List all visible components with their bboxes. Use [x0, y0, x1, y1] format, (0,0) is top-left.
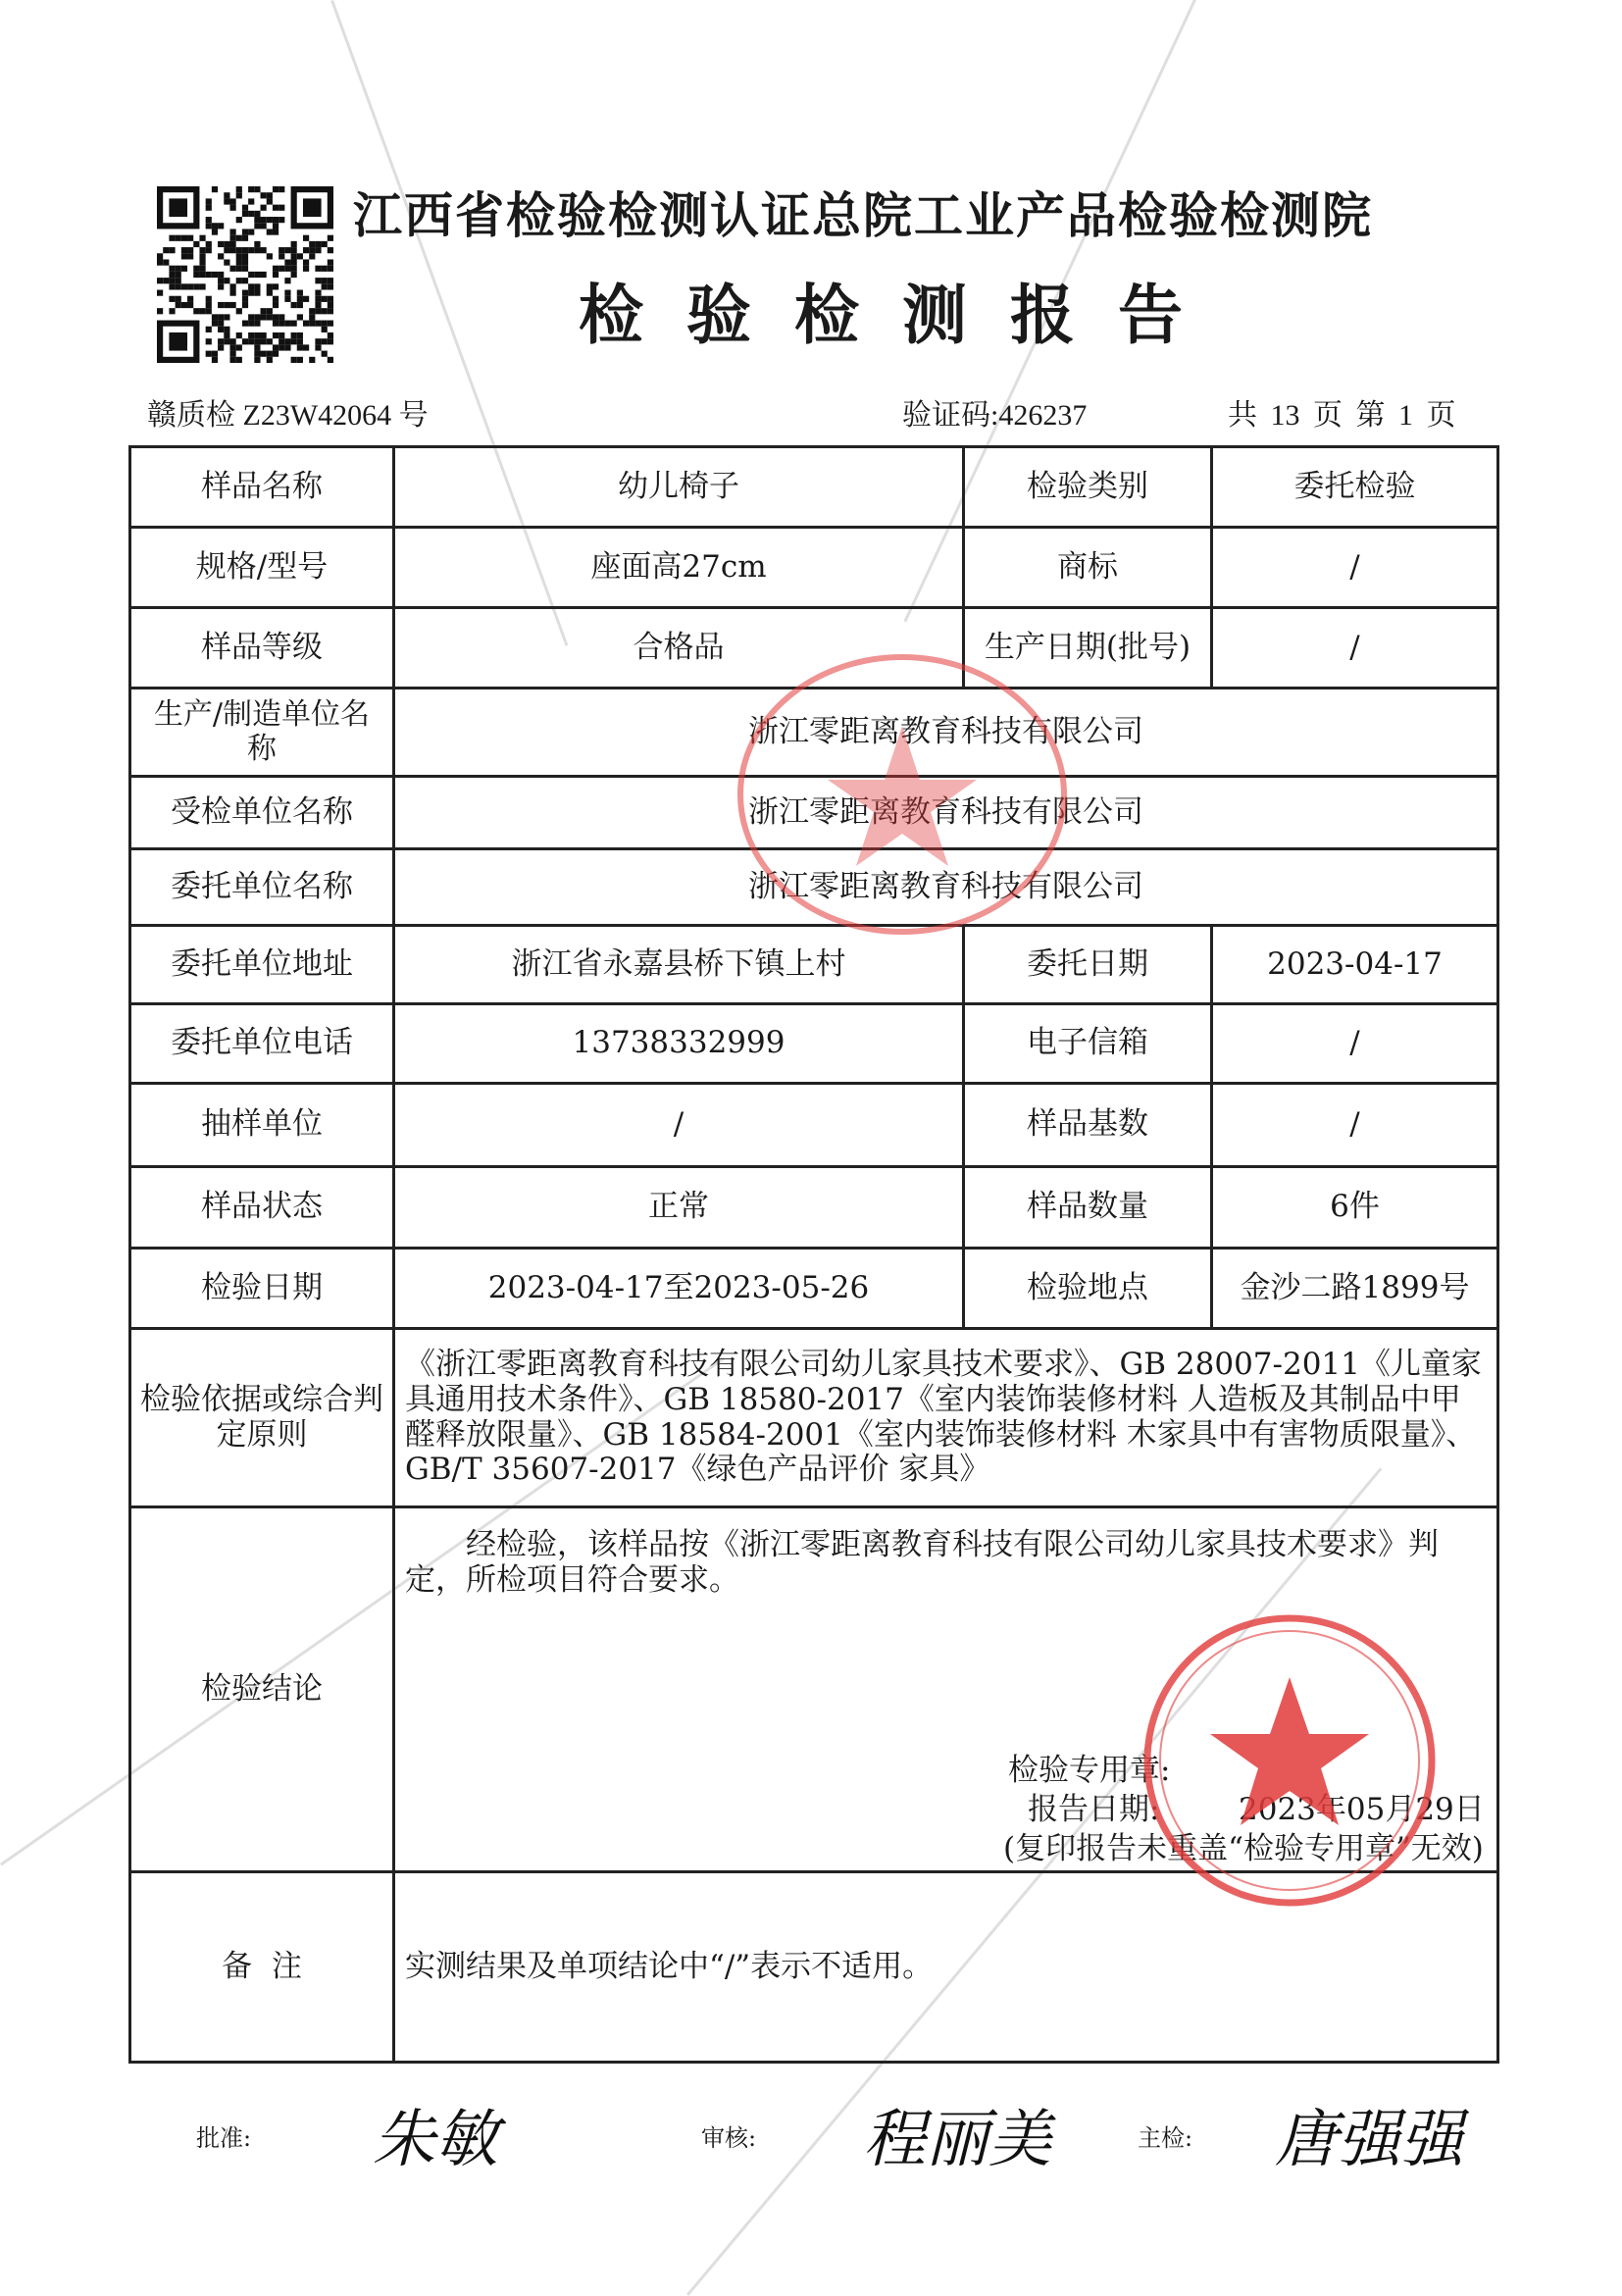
- table-row: [130, 447, 1498, 528]
- conclusion-text: 经检验，该样品按《浙江零距离教育科技有限公司幼儿家具技术要求》判定，所检项目符合要求。: [405, 1527, 1439, 1598]
- field-label: 生产/制造单位名称: [130, 689, 394, 777]
- review-signature: 程丽美: [863, 2104, 1051, 2176]
- remark-text: 实测结果及单项结论中“/”表示不适用。: [394, 1872, 1498, 2063]
- field-label: 样品数量: [964, 1167, 1212, 1249]
- report-number: 赣质检 Z23W42064 号: [147, 399, 429, 432]
- report-title: 检验检测报告: [579, 278, 1226, 353]
- field-label: 委托日期: [964, 926, 1212, 1004]
- field-label: 受检单位名称: [130, 777, 394, 849]
- copy-note: (复印报告未重盖“检验专用章”无效): [1003, 1831, 1484, 1866]
- qr-code: [157, 186, 333, 363]
- field-value: /: [1212, 528, 1498, 608]
- conclusion-label: 检验结论: [130, 1507, 394, 1872]
- basis-text: 《浙江零距离教育科技有限公司幼儿家具技术要求》、GB 28007-2011《儿童家具通用技术条件》、GB 18580-2017《室内装饰装修材料 人造板及其制品中甲醛释放限量》、GB 18584-2001《室内装饰装修材料 木家具中有害物质限量》、GB/T 35607-2017《绿色产品评价 家具》: [394, 1329, 1498, 1507]
- field-label: 抽样单位: [130, 1084, 394, 1167]
- seal-label: 检验专用章:: [1008, 1753, 1171, 1788]
- field-label: 商标: [964, 528, 1212, 608]
- field-label: 生产日期(批号): [964, 608, 1212, 689]
- field-value: 2023-04-17至2023-05-26: [394, 1249, 964, 1329]
- field-label: 规格/型号: [130, 528, 394, 608]
- page-count: 共 13 页 第 1 页: [1228, 399, 1456, 432]
- field-value: 13738332999: [394, 1004, 964, 1084]
- field-value: 合格品: [394, 608, 964, 689]
- field-value: 浙江省永嘉县桥下镇上村: [394, 926, 964, 1004]
- field-value: 浙江零距离教育科技有限公司: [394, 777, 1498, 849]
- field-value: /: [1212, 608, 1498, 689]
- field-value: 浙江零距离教育科技有限公司: [394, 849, 1498, 926]
- field-label: 检验地点: [964, 1249, 1212, 1329]
- field-label: 检验类别: [964, 447, 1212, 528]
- table-row: [130, 1004, 1498, 1084]
- report-date: 2023年05月29日: [1239, 1792, 1485, 1827]
- inspection-seal: [1138, 1608, 1442, 1913]
- report-date-label: 报告日期:: [1028, 1792, 1160, 1827]
- field-value: /: [1212, 1084, 1498, 1167]
- main-inspector-label: 主检:: [1138, 2124, 1193, 2152]
- approve-signature: 朱敏: [373, 2104, 498, 2176]
- field-label: 委托单位地址: [130, 926, 394, 1004]
- field-value: 6件: [1212, 1167, 1498, 1249]
- field-label: 委托单位名称: [130, 849, 394, 926]
- field-value: 浙江零距离教育科技有限公司: [394, 689, 1498, 777]
- field-value: 正常: [394, 1167, 964, 1249]
- field-value: /: [1212, 1004, 1498, 1084]
- field-value: 2023-04-17: [1212, 926, 1498, 1004]
- field-value: 幼儿椅子: [394, 447, 964, 528]
- table-row: [130, 1329, 1498, 1507]
- field-value: 金沙二路1899号: [1212, 1249, 1498, 1329]
- main-inspector-signature: 唐强强: [1275, 2104, 1463, 2176]
- field-label: 检验日期: [130, 1249, 394, 1329]
- company-seal: [726, 647, 1079, 942]
- table-row: [130, 1167, 1498, 1249]
- verify-code: 验证码:426237: [902, 399, 1088, 432]
- field-value: /: [394, 1084, 964, 1167]
- field-label: 委托单位电话: [130, 1004, 394, 1084]
- remark-label: 备 注: [130, 1872, 394, 2063]
- field-label: 电子信箱: [964, 1004, 1212, 1084]
- table-row: [130, 1249, 1498, 1329]
- field-label: 样品等级: [130, 608, 394, 689]
- field-value: 座面高27cm: [394, 528, 964, 608]
- field-value: 委托检验: [1212, 447, 1498, 528]
- field-label: 样品基数: [964, 1084, 1212, 1167]
- institute-name: 江西省检验检测认证总院工业产品检验检测院: [353, 187, 1373, 244]
- field-label: 样品名称: [130, 447, 394, 528]
- review-label: 审核:: [701, 2124, 757, 2152]
- approve-label: 批准:: [196, 2124, 252, 2152]
- field-label: 样品状态: [130, 1167, 394, 1249]
- table-row: [130, 528, 1498, 608]
- table-row: [130, 1084, 1498, 1167]
- basis-label: 检验依据或综合判定原则: [130, 1329, 394, 1507]
